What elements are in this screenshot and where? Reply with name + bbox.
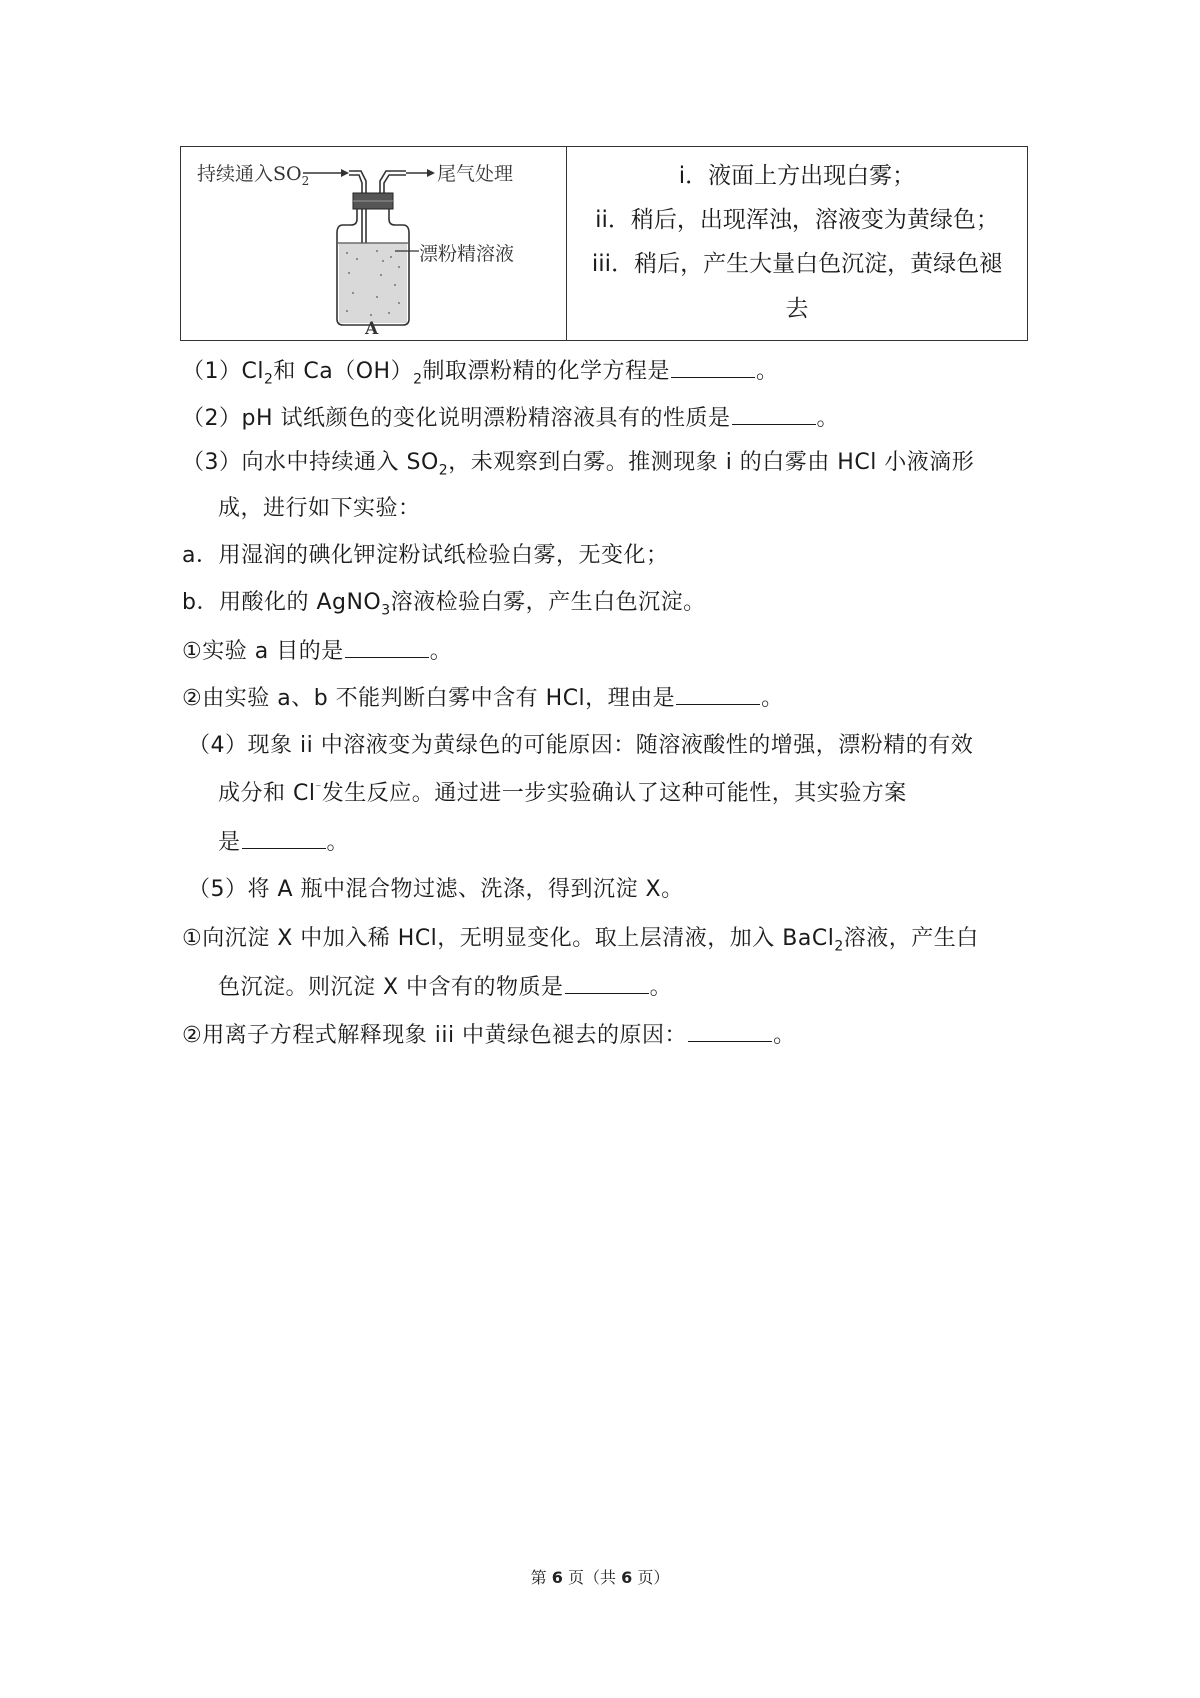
- outlet-arrow-head: [427, 169, 435, 177]
- answer-blank[interactable]: [732, 402, 816, 425]
- question-5-sub-1: ①向沉淀 X 中加入稀 HCl，无明显变化。取上层清液，加入 BaCl$_2$溶液，产生白: [182, 926, 979, 955]
- observation-line: iii．稍后，产生大量白色沉淀，黄绿色褪: [591, 251, 1003, 277]
- question-5-sub-2: ②用离子方程式解释现象 iii 中黄绿色褪去的原因： 。: [182, 1019, 796, 1051]
- answer-blank[interactable]: [242, 826, 326, 849]
- observations-cell: [567, 147, 1027, 340]
- answer-blank[interactable]: [671, 355, 755, 378]
- question-4: （4）现象 ii 中溶液变为黄绿色的可能原因：随溶液酸性的增强，漂粉精的有效: [188, 733, 974, 758]
- question-3-sub-1: ①实验 a 目的是 。: [182, 635, 452, 667]
- bottle-liquid: [339, 243, 407, 323]
- apparatus-cell: [181, 147, 567, 340]
- experiment-b: b．用酸化的 AgNO$_3$溶液检验白雾，产生白色沉淀。: [182, 590, 706, 619]
- inlet-arrow-head: [341, 169, 349, 177]
- observation-line: ii．稍后，出现浑浊，溶液变为黄绿色；: [595, 207, 999, 233]
- flask-label: A: [365, 319, 379, 339]
- answer-blank[interactable]: [565, 971, 649, 994]
- question-5-sub-1-continued: 色沉淀。则沉淀 X 中含有的物质是 。: [218, 971, 672, 1003]
- experiment-table: [180, 146, 1028, 341]
- question-3-sub-2: ②由实验 a、b 不能判断白雾中含有 HCl，理由是 。: [182, 682, 784, 714]
- page-footer: 第 6 页（共 6 页）: [530, 1568, 670, 1587]
- observation-line: i．液面上方出现白雾；: [678, 163, 916, 189]
- question-4-continued: 成分和 Cl⁻发生反应。通过进一步实验确认了这种可能性，其实验方案: [218, 781, 907, 806]
- question-5: （5）将 A 瓶中混合物过滤、洗涤，得到沉淀 X。: [188, 877, 684, 902]
- inlet-label: 持续通入$SO_2$: [197, 163, 310, 188]
- question-4-continued: 是 。: [218, 826, 349, 858]
- outlet-label: 尾气处理: [437, 163, 514, 185]
- answer-blank[interactable]: [345, 635, 429, 658]
- question-3: （3）向水中持续通入 $SO_2$，未观察到白雾。推测现象 i 的白雾由 HCl 小液滴形: [182, 450, 975, 479]
- question-1: $(1)Cl_2$和 $Ca(OH)_2$制取漂粉精的化学方程是 。: [182, 355, 779, 387]
- answer-blank[interactable]: [676, 682, 760, 705]
- observation-line: 去: [785, 296, 809, 322]
- question-2: （2）pH 试纸颜色的变化说明漂粉精溶液具有的性质是 。: [182, 402, 839, 434]
- answer-blank[interactable]: [688, 1019, 772, 1042]
- experiment-a: a．用湿润的碘化钾淀粉试纸检验白雾，无变化；: [182, 543, 669, 568]
- question-3-continued: 成，进行如下实验：: [218, 496, 421, 521]
- solution-label: 漂粉精溶液: [419, 243, 515, 265]
